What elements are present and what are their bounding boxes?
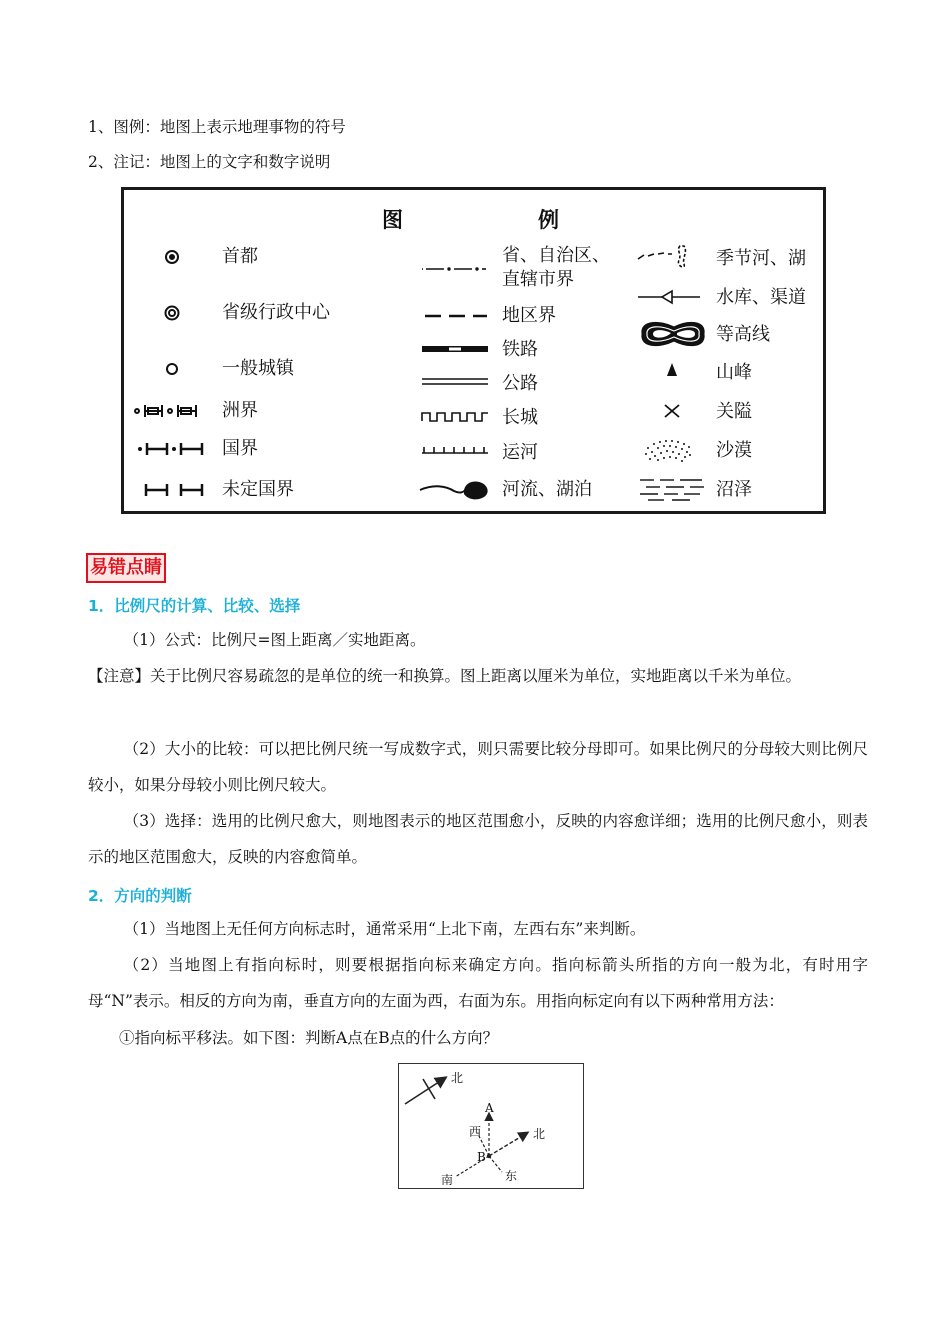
label-south: 南 <box>441 1173 454 1187</box>
legend-title-left: 图 <box>382 208 403 232</box>
legend-label-continent-boundary: 洲界 <box>222 400 258 421</box>
legend-label-swamp: 沼泽 <box>716 479 752 500</box>
intro-line-annotation: 2、注记：地图上的文字和数字说明 <box>88 153 331 171</box>
contour-icon <box>642 322 704 345</box>
intro-line-legend: 1、图例：地图上表示地理事物的符号 <box>88 118 346 136</box>
legend-label-provincial-boundary-1: 省、自治区、 <box>502 245 610 266</box>
provincial-center-icon <box>166 307 179 320</box>
legend-label-undetermined-boundary: 未定国界 <box>222 479 294 500</box>
national-boundary-icon <box>138 443 202 455</box>
section2-indicator: （2）当地图上有指向标时，则要根据指向标来确定方向。指向标箭头所指的方向一般为北，有时用字母“N”表示。相反的方向为南，垂直方向的左面为西，右面为东。用指向标定向有以下两种常用方法： <box>88 956 868 1010</box>
legend-label-reservoir-canal: 水库、渠道 <box>716 287 806 308</box>
swamp-icon <box>640 480 704 500</box>
desert-icon <box>645 440 691 462</box>
pass-icon <box>665 405 679 417</box>
capital-icon <box>166 251 178 263</box>
label-east: 东 <box>505 1169 518 1183</box>
legend-label-canal: 运河 <box>502 442 538 463</box>
town-icon <box>167 364 177 374</box>
section1-formula: （1）公式：比例尺=图上距离／实地距离。 <box>123 631 426 649</box>
legend-label-railway: 铁路 <box>502 339 538 360</box>
continent-boundary-icon <box>135 405 196 417</box>
provincial-boundary-icon <box>422 268 486 270</box>
legend-label-district-boundary: 地区界 <box>502 305 556 326</box>
direction-diagram <box>398 1063 584 1189</box>
label-point-b: B <box>477 1150 486 1164</box>
canal-icon <box>422 447 488 453</box>
map-legend-figure <box>121 187 826 514</box>
legend-label-national-boundary: 国界 <box>222 438 258 459</box>
highway-icon <box>422 379 488 384</box>
section1-heading: 1．比例尺的计算、比较、选择 <box>88 597 301 615</box>
legend-label-capital: 首都 <box>222 246 258 267</box>
section1-selection: （3）选择：选用的比例尺愈大，则地图表示的地区范围愈小，反映的内容愈详细；选用的比例尺愈小，则表示的地区范围愈大，反映的内容愈简单。 <box>88 812 868 866</box>
legend-label-peak: 山峰 <box>716 362 752 383</box>
label-north-top: 北 <box>451 1071 464 1085</box>
section2-heading: 2．方向的判断 <box>88 887 192 905</box>
river-lake-icon <box>420 481 488 499</box>
legend-label-seasonal-river: 季节河、湖 <box>716 248 806 269</box>
reservoir-canal-icon <box>638 291 700 303</box>
section2-no-indicator: （1）当地图上无任何方向标志时，通常采用“上北下南，左西右东”来判断。 <box>123 920 646 938</box>
legend-label-river-lake: 河流、湖泊 <box>502 479 592 500</box>
railway-icon <box>422 346 488 352</box>
legend-label-town: 一般城镇 <box>222 358 294 379</box>
label-west: 西 <box>469 1125 482 1139</box>
legend-label-pass: 关隘 <box>716 401 752 422</box>
seasonal-river-icon <box>638 246 685 267</box>
north-dashed-arrow-icon <box>489 1133 527 1156</box>
label-point-a: A <box>485 1101 494 1115</box>
legend-title-right: 例 <box>538 208 559 232</box>
label-north-right: 北 <box>533 1127 546 1141</box>
legend-label-desert: 沙漠 <box>716 440 752 461</box>
section-badge: 易错点睛 <box>86 553 166 583</box>
section2-method-1: ①指向标平移法。如下图：判断A点在B点的什么方向？ <box>119 1029 499 1047</box>
section1-comparison: （2）大小的比较：可以把比例尺统一写成数字式，则只需要比较分母即可。如果比例尺的分母较大则比例尺较小，如果分母较小则比例尺较大。 <box>88 740 868 794</box>
undetermined-boundary-icon <box>146 484 202 496</box>
great-wall-icon <box>422 413 488 421</box>
legend-label-provincial-boundary-2: 直辖市界 <box>502 269 574 290</box>
legend-label-contour: 等高线 <box>716 324 770 345</box>
direction-diagram-arrows <box>399 1064 582 1187</box>
section1-note: 【注意】关于比例尺容易疏忽的是单位的统一和换算。图上距离以厘米为单位，实地距离以千米为单位。 <box>88 667 802 685</box>
legend-label-great-wall: 长城 <box>502 407 538 428</box>
legend-label-highway: 公路 <box>502 373 538 394</box>
legend-label-provincial-center: 省级行政中心 <box>222 302 330 323</box>
peak-icon <box>667 363 677 376</box>
